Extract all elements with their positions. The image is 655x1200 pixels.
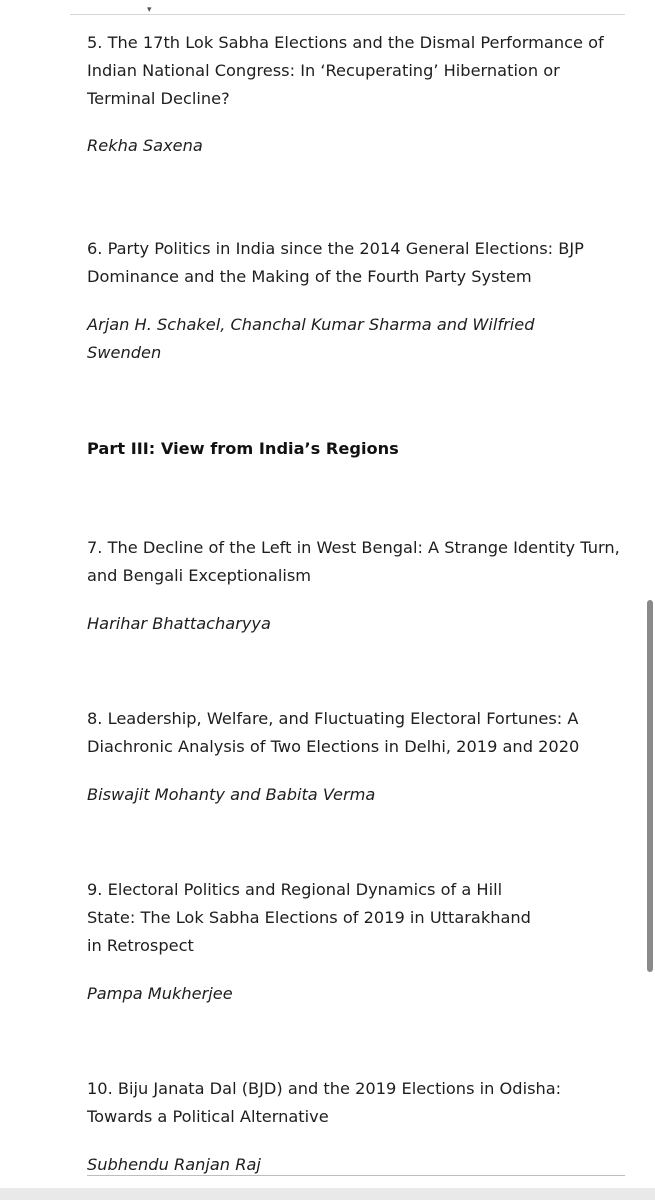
- chapter-author: Arjan H. Schakel, Chanchal Kumar Sharma and Wilfried Swenden: [87, 315, 535, 362]
- bottom-divider: [87, 1175, 625, 1176]
- scrollbar-thumb[interactable]: [647, 600, 653, 972]
- toc-entry: [87, 534, 632, 638]
- table-of-contents: [87, 29, 632, 1179]
- chapter-author: Harihar Bhattacharyya: [87, 614, 271, 633]
- toc-entry: [87, 1075, 632, 1179]
- chapter-author: Subhendu Ranjan Raj: [87, 1155, 261, 1174]
- toc-entry: [87, 29, 632, 160]
- chapter-author: Pampa Mukherjee: [87, 984, 233, 1003]
- top-divider: [70, 14, 625, 15]
- chapter-title: 8. Leadership, Welfare, and Fluctuating Electoral Fortunes: A Diachronic Analysis of Two Elections in Delhi, 2019 and 2020: [87, 709, 580, 756]
- chapter-author: Biswajit Mohanty and Babita Verma: [87, 785, 376, 804]
- toc-entry: [87, 705, 632, 809]
- chapter-title: 10. Biju Janata Dal (BJD) and the 2019 Elections in Odisha: Towards a Political Alternative: [87, 1079, 562, 1126]
- toc-entry: [87, 235, 632, 367]
- chapter-title: 7. The Decline of the Left in West Bengal: A Strange Identity Turn, and Bengali Exceptionalism: [87, 538, 620, 585]
- chapter-title: 5. The 17th Lok Sabha Elections and the Dismal Performance of Indian National Congress: In ‘Recuperating’ Hibernation or Terminal Decline?: [87, 33, 604, 108]
- chevron-down-icon: ▾: [147, 5, 152, 15]
- toc-entry: [87, 876, 632, 1008]
- chapter-author: Rekha Saxena: [87, 136, 203, 155]
- chapter-title: 6. Party Politics in India since the 2014 General Elections: BJP Dominance and the Making of the Fourth Party System: [87, 239, 584, 286]
- chapter-title: 9. Electoral Politics and Regional Dynamics of a Hill State: The Lok Sabha Elections of 2019 in Uttarakhand in Retrospect: [87, 880, 531, 955]
- bottom-bar: [0, 1188, 655, 1200]
- section-heading: Part III: View from India’s Regions: [87, 439, 399, 458]
